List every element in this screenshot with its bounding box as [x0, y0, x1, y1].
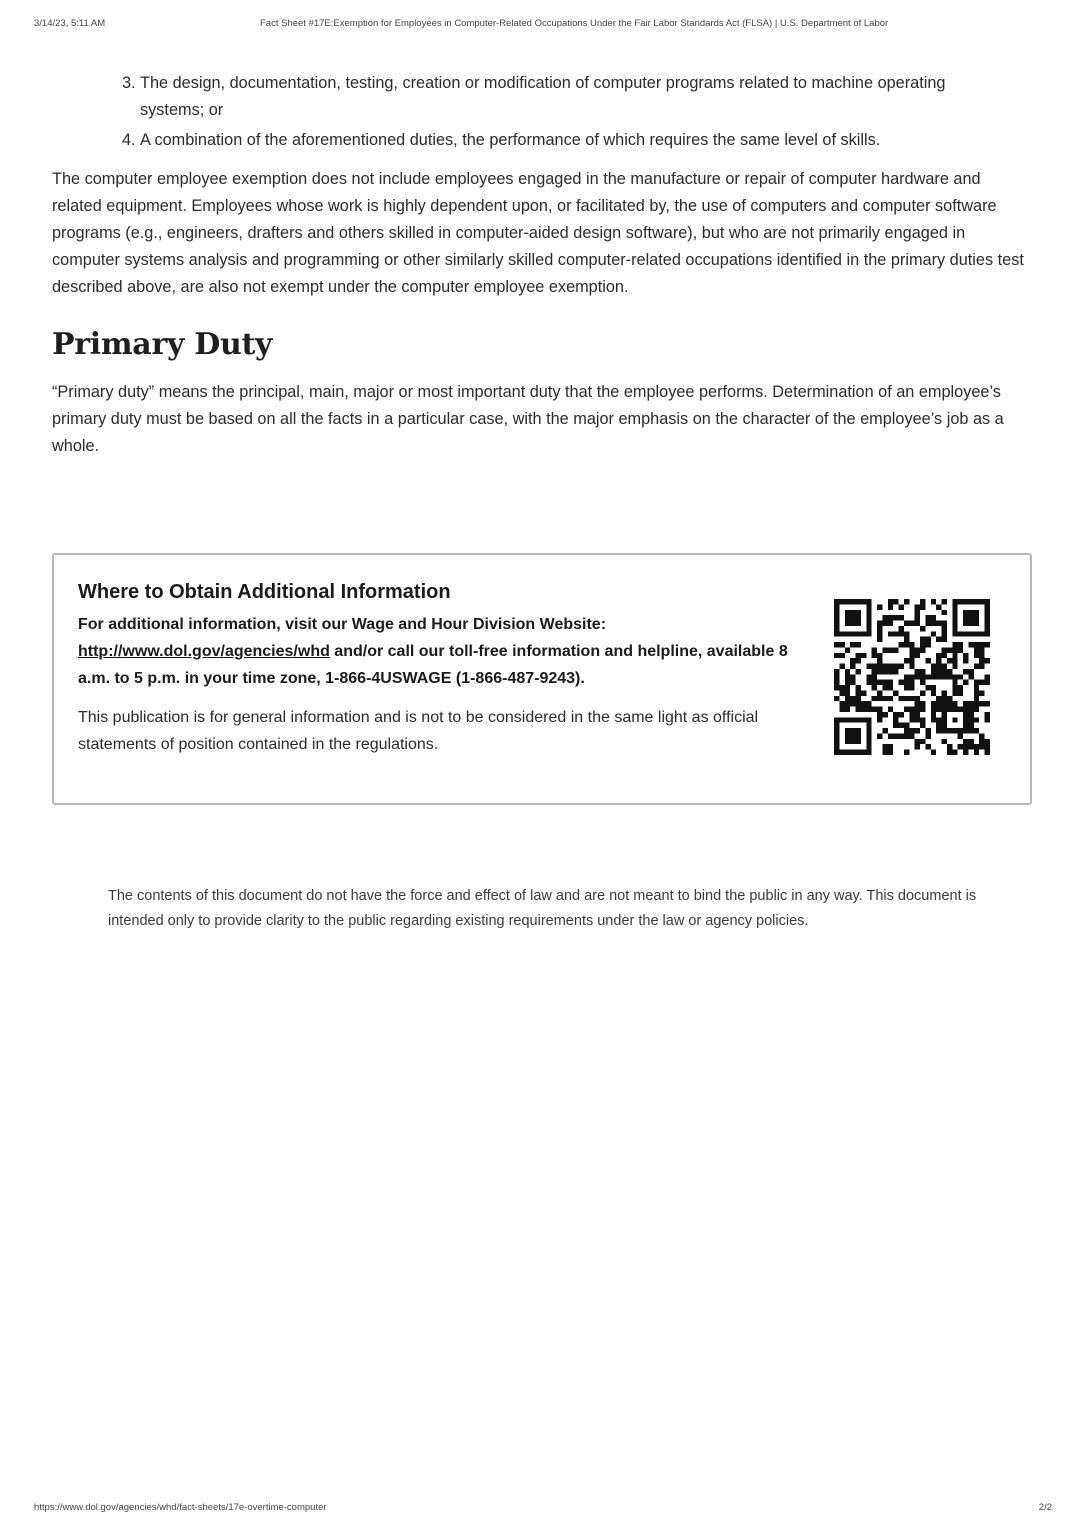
exemption-paragraph: The computer employee exemption does not include employees engaged in the manufacture or repair of computer hardware and related equipment. Employees whose work is highly dependent upon, or facilitated by, the use of computers and computer software programs (e.g., engineers, drafters and others skilled in computer-aided design software), but who are not primarily engaged in computer systems analysis and programming or other similarly skilled computer-related occupations identified in the primary duties test described above, are also not exempt under the computer employee exemption.	[52, 170, 1024, 296]
list-item-number: 3.	[122, 74, 136, 92]
contact-lead: For additional information, visit our Wage and Hour Division Website:	[78, 616, 607, 633]
primary-duty-heading: Primary Duty	[52, 327, 273, 362]
list-item-text: A combination of the aforementioned duties, the performance of which requires the same level of skills.	[140, 131, 881, 149]
qr-code-icon[interactable]	[834, 599, 990, 755]
additional-information-box	[52, 553, 1032, 805]
duties-list	[52, 70, 1034, 154]
whd-website-link[interactable]: http://www.dol.gov/agencies/whd	[78, 643, 330, 660]
print-document-title: Fact Sheet #17E:Exemption for Employees in Computer-Related Occupations Under the Fair Labor Standards Act (FLSA) | U.S. Department of Labor	[260, 18, 889, 29]
list-item-number: 4.	[122, 131, 136, 149]
page-number: 2/2	[1038, 1502, 1052, 1513]
contact-paragraph	[78, 611, 818, 692]
list-item-text: The design, documentation, testing, creation or modification of computer programs related to machine operating systems; or	[140, 74, 946, 119]
print-url: https://www.dol.gov/agencies/whd/fact-sheets/17e-overtime-computer	[34, 1502, 327, 1513]
additional-information-text	[78, 577, 818, 758]
list-item	[122, 127, 1034, 154]
additional-information-heading: Where to Obtain Additional Information	[78, 581, 451, 603]
list-item	[122, 70, 1034, 124]
contact-helpline-text: and/or call our toll-free information and helpline, available 8 a.m. to 5 p.m. in your time zone, 1-866-4USWAGE (1-866-487-9243).	[78, 643, 788, 687]
main-content	[52, 70, 1034, 460]
print-date: 3/14/23, 5:11 AM	[34, 18, 106, 29]
print-header	[34, 18, 1052, 32]
publication-note: This publication is for general information and is not to be considered in the same light as official statements of position contained in the regulations.	[78, 709, 759, 753]
primary-duty-paragraph: “Primary duty” means the principal, main, major or most important duty that the employee performs. Determination of an employee’s primary duty must be based on all the facts in a particular case, with the major emphasis on the character of the employee’s job as a whole.	[52, 383, 1004, 455]
print-footer	[34, 1502, 1052, 1516]
legal-disclaimer: The contents of this document do not have the force and effect of law and are not meant to bind the public in any way. This document is intended only to provide clarity to the public regarding existing requirements under the law or agency policies.	[108, 888, 977, 929]
